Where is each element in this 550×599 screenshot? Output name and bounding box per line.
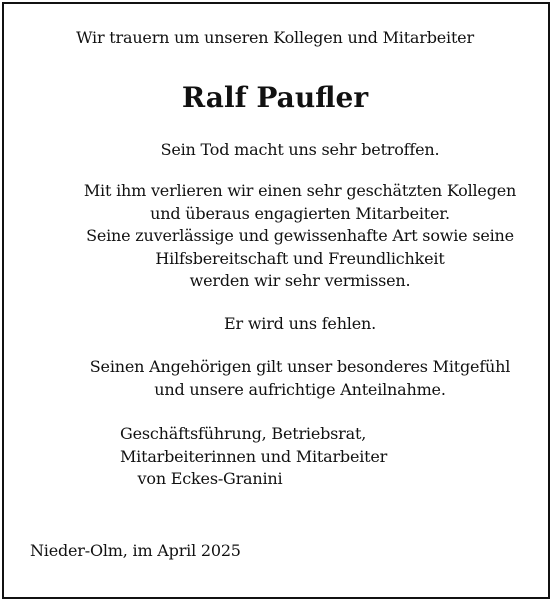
tribute-line: werden wir sehr vermissen. [189, 271, 411, 290]
signatory-line: von Eckes-Granini [137, 469, 283, 488]
tribute-paragraph [60, 180, 540, 293]
miss-line: Er wird uns fehlen. [224, 314, 376, 333]
signatory-line: Geschäftsführung, Betriebsrat, [120, 424, 367, 443]
condolence-paragraph [60, 356, 540, 401]
condolence-line: Seinen Angehörigen gilt unser besonderes Mitgefühl [89, 357, 511, 376]
tribute-line: und überaus engagierten Mitarbeiter. [150, 203, 450, 223]
tribute-line: Mit ihm verlieren wir einen sehr geschätzten Kollegen [83, 181, 517, 200]
signatory-line: Mitarbeiterinnen und Mitarbeiter [120, 446, 388, 466]
header-line: Wir trauern um unseren Kollegen und Mitarbeiter [76, 28, 474, 47]
condolence-line: und unsere aufrichtige Anteilnahme. [154, 379, 446, 399]
tribute-line: Hilfsbereitschaft und Freundlichkeit [155, 248, 445, 268]
deceased-name: Ralf Paufler [181, 81, 369, 114]
place-date: Nieder-Olm, im April 2025 [30, 541, 241, 560]
signatories [120, 423, 388, 491]
tribute-line: Seine zuverlässige und gewissenhafte Art sowie seine [86, 226, 514, 245]
lead-line: Sein Tod macht uns sehr betroffen. [160, 140, 440, 159]
